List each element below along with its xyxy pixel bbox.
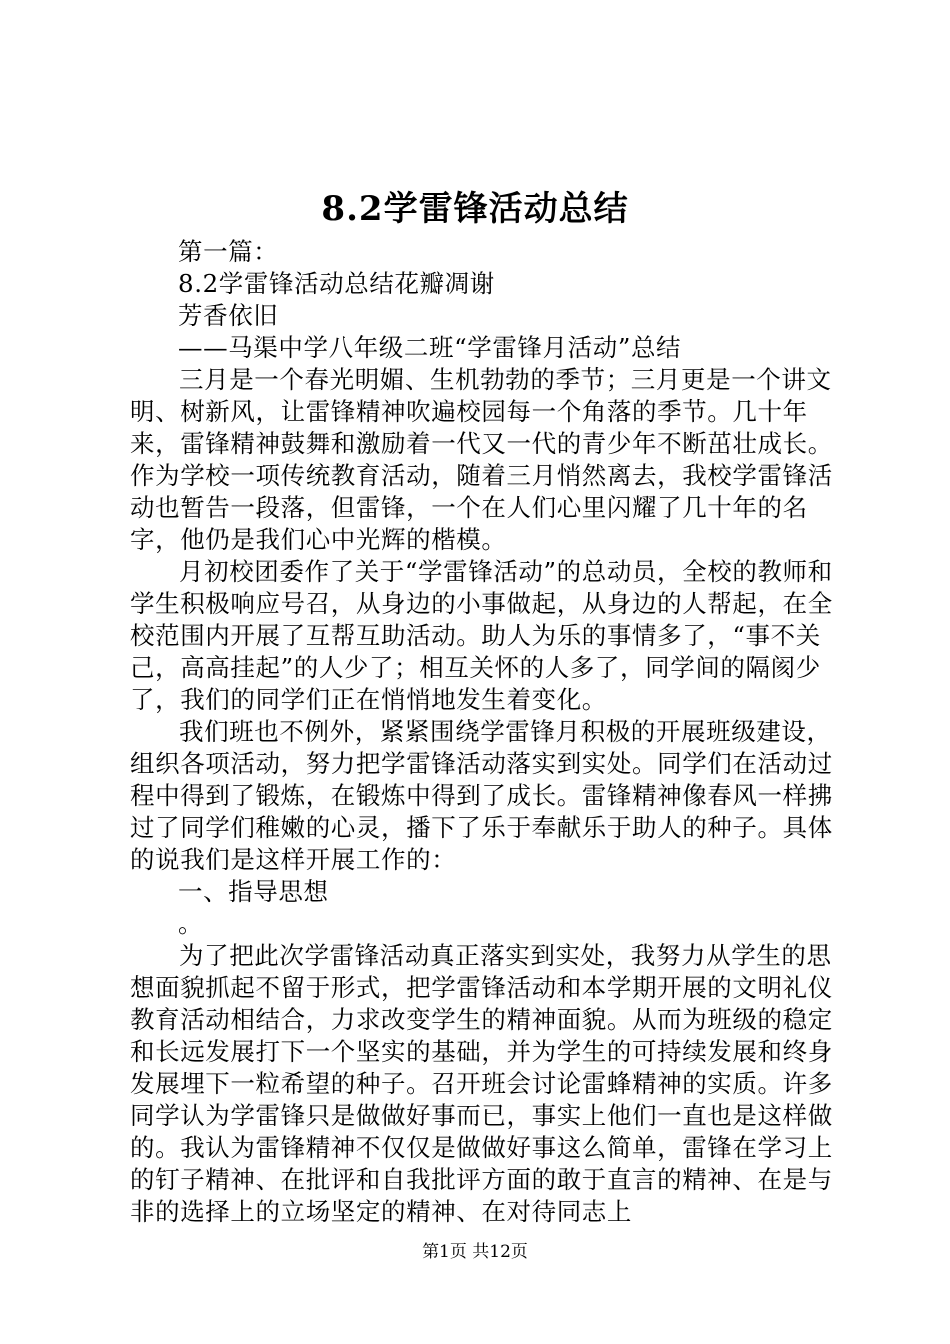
document-title: 8.2学雷锋活动总结 [321,189,629,229]
paragraph: 为了把此次学雷锋活动真正落实到实处，我努力从学生的思想面貌抓起不留于形式，把学雷锋活动和本学期开展的文明礼仪教育活动相结合，力求改变学生的精神面貌。从而为班级的稳定和长远发展打下一个坚实的基础，并为学生的可持续发展和终身发展埋下一粒希望的种子。召开班会讨论雷蜂精神的实质。许多同学认为学雷锋只是做做好事而已，事实上他们一直也是这样做的。我认为雷锋精神不仅仅是做做好事这么简单，雷锋在学习上的钉子精神、在批评和自我批评方面的敢于直言的精神、在是与非的选择上的立场坚定的精神、在对待同志上 [130,941,833,1226]
article-subtitle-line: 芳香依旧 [178,301,279,330]
paragraph: 三月是一个春光明媚、生机勃勃的季节；三月更是一个讲文明、树新风，让雷锋精神吹遍校园每一个角落的季节。几十年来，雷锋精神鼓舞和激励着一代又一代的青少年不断茁壮成长。作为学校一项传统教育活动，随着三月悄然离去，我校学雷锋活动也暂告一段落，但雷锋，一个在人们心里闪耀了几十年的名字，他仍是我们心中光辉的楷模。 [130,365,833,554]
chapter-label: 第一篇： [178,237,279,266]
paragraph: 我们班也不例外，紧紧围绕学雷锋月积极的开展班级建设，组织各项活动，努力把学雷锋活动落实到实处。同学们在活动过程中得到了锻炼，在锻炼中得到了成长。雷锋精神像春风一样拂过了同学们稚嫩的心灵，播下了乐于奉献乐于助人的种子。具体的说我们是这样开展工作的： [130,717,833,874]
document-body [130,236,850,1228]
paragraph: 月初校团委作了关于“学雷锋活动”的总动员，全校的教师和学生积极响应号召，从身边的小事做起，从身边的人帮起，在全校范围内开展了互帮互助活动。助人为乐的事情多了，“事不关己，高高挂起”的人少了；相互关怀的人多了，同学间的隔阂少了，我们的同学们正在悄悄地发生着变化。 [130,557,833,714]
section-mark: 。 [178,909,204,938]
section-heading: 一、指导思想 [178,877,329,906]
page-number-footer: 第1页 共12页 [422,1242,528,1262]
article-byline: ——马渠中学八年级二班“学雷锋月活动”总结 [178,333,682,362]
article-title-line: 8.2学雷锋活动总结花瓣凋谢 [178,269,495,298]
